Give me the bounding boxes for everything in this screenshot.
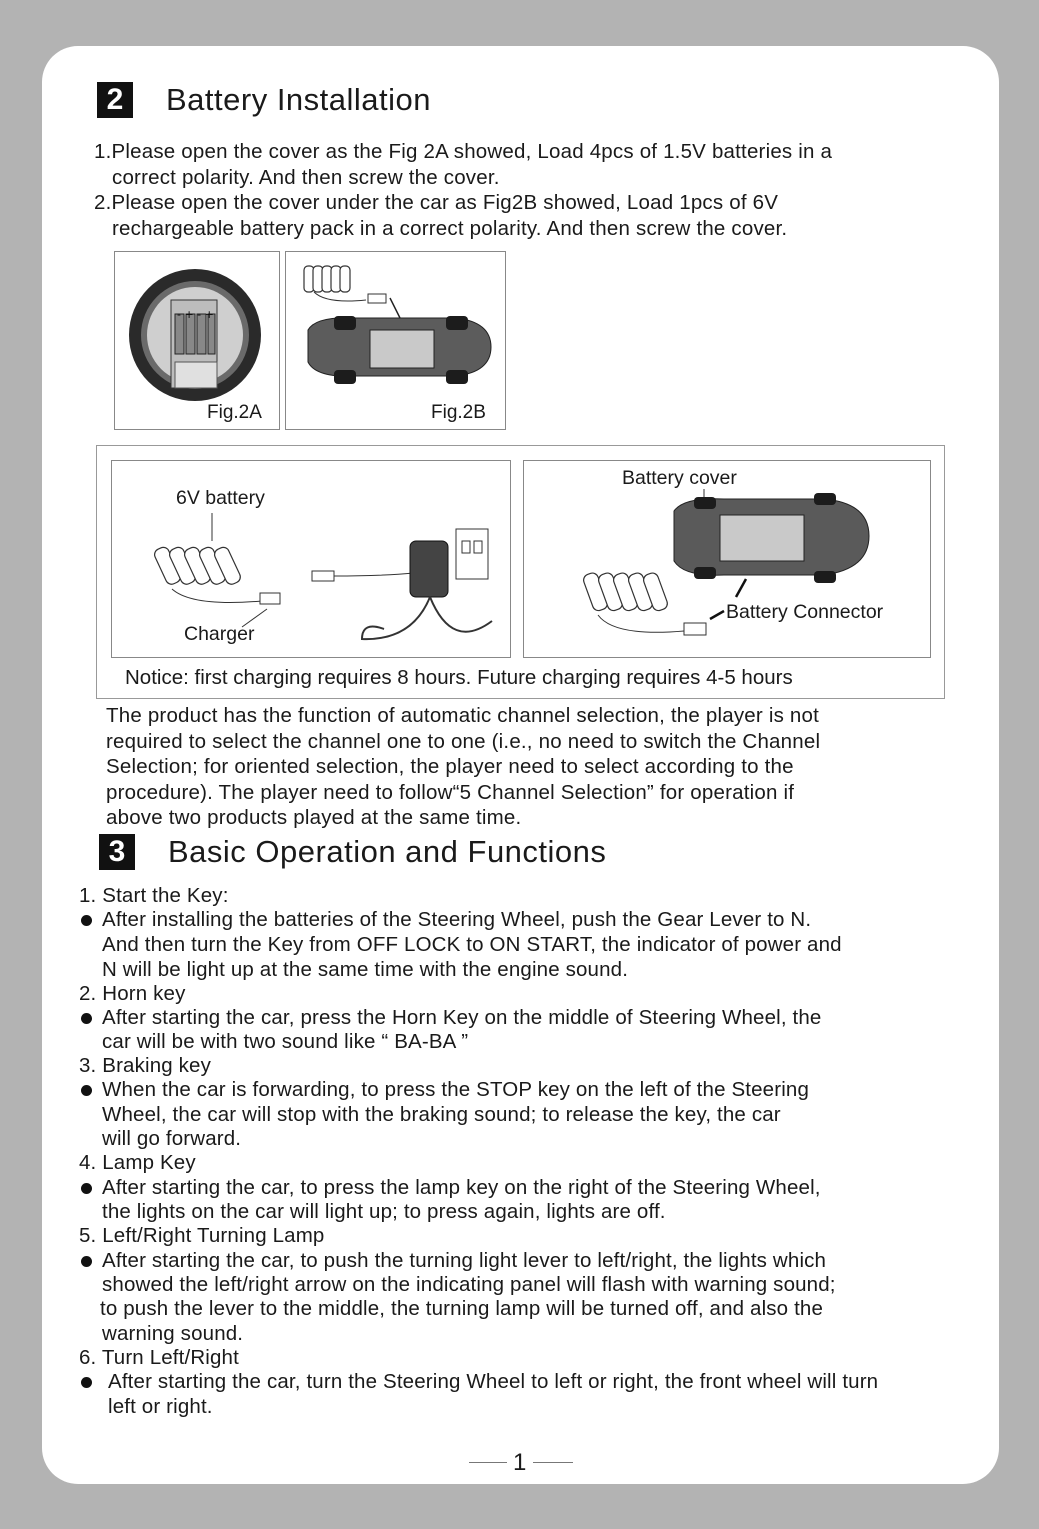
channel-note-line: Selection; for oriented selection, the player need to select according to the bbox=[106, 755, 794, 778]
section-title: Basic Operation and Functions bbox=[168, 834, 607, 869]
list-item: After installing the batteries of the Steering Wheel, push the Gear Lever to N. bbox=[102, 908, 812, 931]
list-item: And then turn the Key from OFF LOCK to ON START, the indicator of power and bbox=[102, 933, 842, 956]
list-item: Wheel, the car will stop with the braking sound; to release the key, the car bbox=[102, 1103, 781, 1126]
instruction-line: 1.Please open the cover as the Fig 2A showed, Load 4pcs of 1.5V batteries in a bbox=[94, 140, 833, 163]
list-item: will go forward. bbox=[102, 1127, 242, 1150]
list-heading: 5. Left/Right Turning Lamp bbox=[79, 1224, 325, 1247]
list-heading: 6. Turn Left/Right bbox=[79, 1346, 239, 1369]
list-heading: 3. Braking key bbox=[79, 1054, 211, 1077]
page-number-rule bbox=[533, 1462, 573, 1463]
charger-panel bbox=[111, 460, 511, 658]
bullet-icon bbox=[81, 1013, 92, 1024]
bullet-icon bbox=[81, 915, 92, 926]
section-title: Battery Installation bbox=[166, 82, 432, 117]
battery-instructions bbox=[94, 139, 832, 241]
figure-2b-caption: Fig.2B bbox=[431, 402, 486, 423]
section-number: 3 bbox=[99, 834, 135, 870]
list-item: car will be with two sound like “ BA-BA ” bbox=[102, 1030, 469, 1053]
charging-notice: Notice: first charging requires 8 hours. Future charging requires 4-5 hours bbox=[125, 666, 793, 689]
bullet-icon bbox=[81, 1085, 92, 1096]
channel-note-line: The product has the function of automatic channel selection, the player is not bbox=[106, 704, 820, 727]
list-item: the lights on the car will light up; to press again, lights are off. bbox=[102, 1200, 666, 1223]
list-item: After starting the car, to push the turning light lever to left/right, the lights which bbox=[102, 1249, 827, 1272]
figure-2a-caption: Fig.2A bbox=[207, 402, 262, 423]
channel-note-line: required to select the channel one to one (i.e., no need to switch the Channel bbox=[106, 729, 821, 753]
channel-note-line: above two products played at the same time. bbox=[106, 806, 522, 829]
list-item: warning sound. bbox=[102, 1322, 244, 1345]
battery-label: 6V battery bbox=[176, 487, 265, 509]
channel-note bbox=[106, 703, 820, 831]
car-underside-illustration bbox=[524, 461, 930, 657]
list-item: After starting the car, to press the lamp key on the right of the Steering Wheel, bbox=[102, 1176, 821, 1199]
instruction-line: 2.Please open the cover under the car as Fig2B showed, Load 1pcs of 6V bbox=[94, 191, 779, 214]
list-item: to push the lever to the middle, the turning lamp will be turned off, and also the bbox=[100, 1297, 824, 1320]
bullet-icon bbox=[81, 1183, 92, 1194]
charger-illustration bbox=[112, 461, 510, 657]
list-item: left or right. bbox=[108, 1395, 213, 1418]
page-number-rule bbox=[469, 1462, 507, 1463]
list-item: After starting the car, press the Horn Key on the middle of Steering Wheel, the bbox=[102, 1006, 822, 1029]
battery-connector-label: Battery Connector bbox=[726, 601, 884, 623]
list-heading: 4. Lamp Key bbox=[79, 1151, 196, 1174]
list-heading: 1. Start the Key: bbox=[79, 884, 229, 907]
bullet-icon bbox=[81, 1377, 92, 1388]
bullet-icon bbox=[81, 1256, 92, 1267]
battery-cover-label: Battery cover bbox=[622, 467, 737, 489]
list-item: After starting the car, turn the Steering Wheel to left or right, the front wheel will turn bbox=[108, 1370, 879, 1393]
list-item: N will be light up at the same time with the engine sound. bbox=[102, 958, 629, 981]
list-item: showed the left/right arrow on the indicating panel will flash with warning sound; bbox=[102, 1273, 836, 1296]
list-heading: 2. Horn key bbox=[79, 982, 186, 1005]
section-number: 2 bbox=[97, 82, 133, 118]
channel-note-line: procedure). The player need to follow“5 Channel Selection” for operation if bbox=[106, 780, 795, 804]
section-3-header bbox=[99, 834, 606, 870]
list-item: When the car is forwarding, to press the STOP key on the left of the Steering bbox=[102, 1078, 810, 1101]
svg-text:- + - +: - + - + bbox=[177, 308, 214, 321]
section-2-header bbox=[97, 82, 431, 118]
charger-label: Charger bbox=[184, 623, 255, 645]
page-number: 1 bbox=[513, 1449, 527, 1476]
instruction-line: rechargeable battery pack in a correct polarity. And then screw the cover. bbox=[112, 216, 788, 240]
instruction-line: correct polarity. And then screw the cover. bbox=[112, 165, 500, 189]
